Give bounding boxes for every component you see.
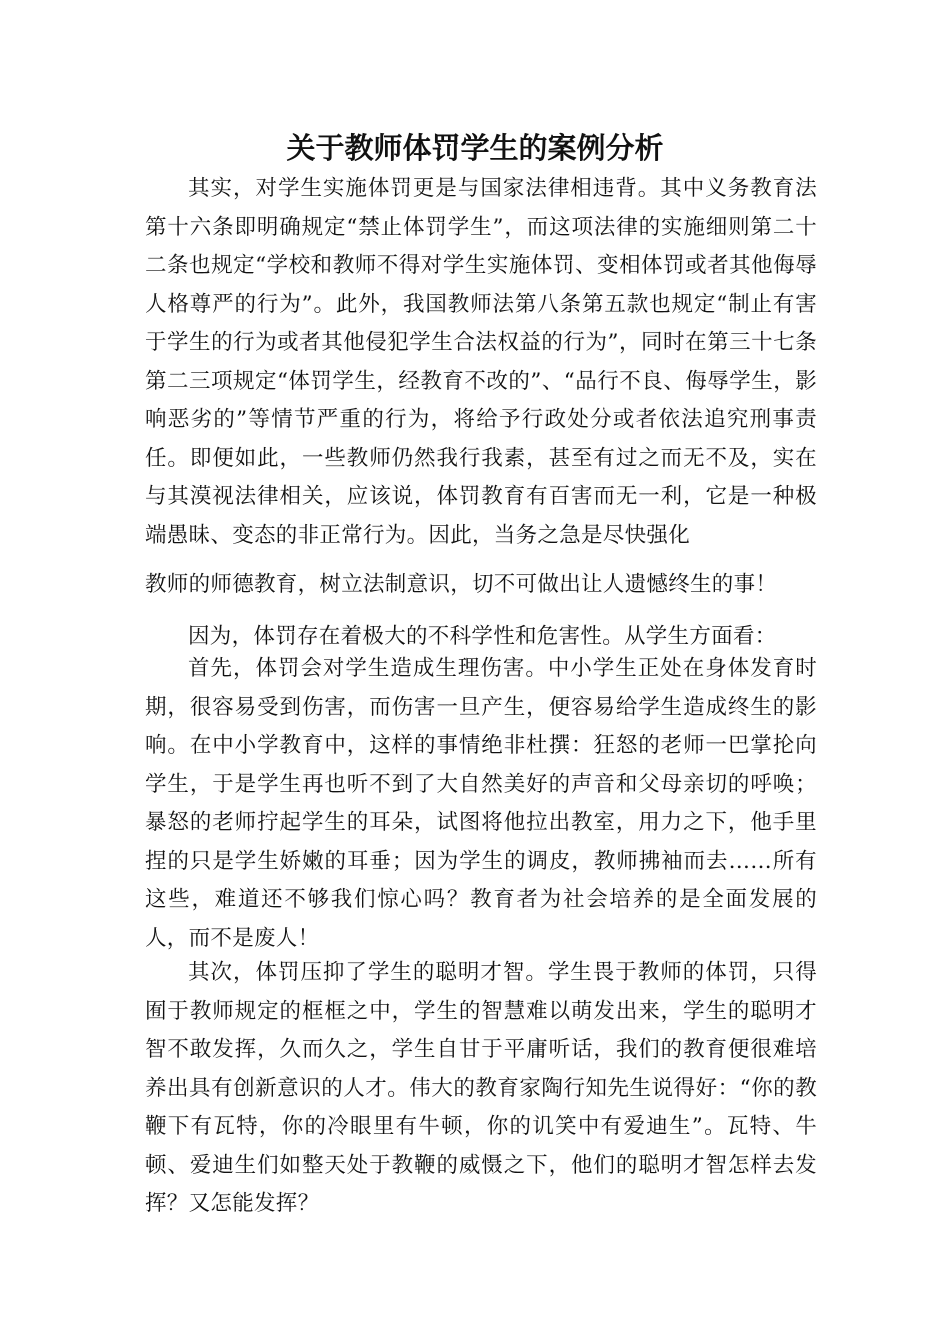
paragraph-suppressed-talent: 其次，体罚压抑了学生的聪明才智。学生畏于教师的体罚，只得囿于教师规定的框框之中，学生的智慧难以萌发出来，学生的聪明才智不敢发挥，久而久之，学生自甘于平庸听话，我们的教育便很难培养出具有创新意识的人才。伟大的教育家陶行知先生说得好：“你的教鞭下有瓦特，你的冷眼里有牛顿，你的讥笑中有爱迪生”。瓦特、牛顿、爱迪生们如整天处于教鞭的威慑之下，他们的聪明才智怎样去发挥？又怎能发挥？ [145,960,817,1216]
document-title: 关于教师体罚学生的案例分析 [286,131,664,165]
paragraph-physical-harm: 首先，体罚会对学生造成生理伤害。中小学生正处在身体发育时期，很容易受到伤害，而伤害一旦产生，便容易给学生造成终生的影响。在中小学教育中，这样的事情绝非杜撰：狂怒的老师一巴掌抡向学生，于是学生再也听不到了大自然美好的声音和父母亲切的呼唤；暴怒的老师拧起学生的耳朵，试图将他拉出教室，用力之下，他手里捏的只是学生娇嫩的耳垂；因为学生的调皮，教师拂袖而去……所有这些，难道还不够我们惊心吗？教育者为社会培养的是全面发展的人，而不是废人！ [145,656,817,951]
paragraph-legal-basis: 其实，对学生实施体罚更是与国家法律相违背。其中义务教育法第十六条即明确规定“禁止体罚学生”，而这项法律的实施细则第二十二条也规定“学校和教师不得对学生实施体罚、变相体罚或者其他侮辱人格尊严的行为”。此外，我国教师法第八条第五款也规定“制止有害于学生的行为或者其他侵犯学生合法权益的行为”，同时在第三十七条第二三项规定“体罚学生，经教育不改的”、“品行不良、侮辱学生，影响恶劣的”等情节严重的行为，将给予行政处分或者依法追究刑事责任。即便如此，一些教师仍然我行我素，甚至有过之而无不及，实在与其漠视法律相关，应该说，体罚教育有百害而无一利，它是一种极端愚昧、变态的非正常行为。因此，当务之急是尽快强化 [145,176,817,548]
paragraph-harmfulness-intro: 因为，体罚存在着极大的不科学性和危害性。从学生方面看： [188,624,777,649]
paragraph-legal-basis-continued: 教师的师德教育，树立法制意识，切不可做出让人遗憾终生的事！ [145,572,778,597]
